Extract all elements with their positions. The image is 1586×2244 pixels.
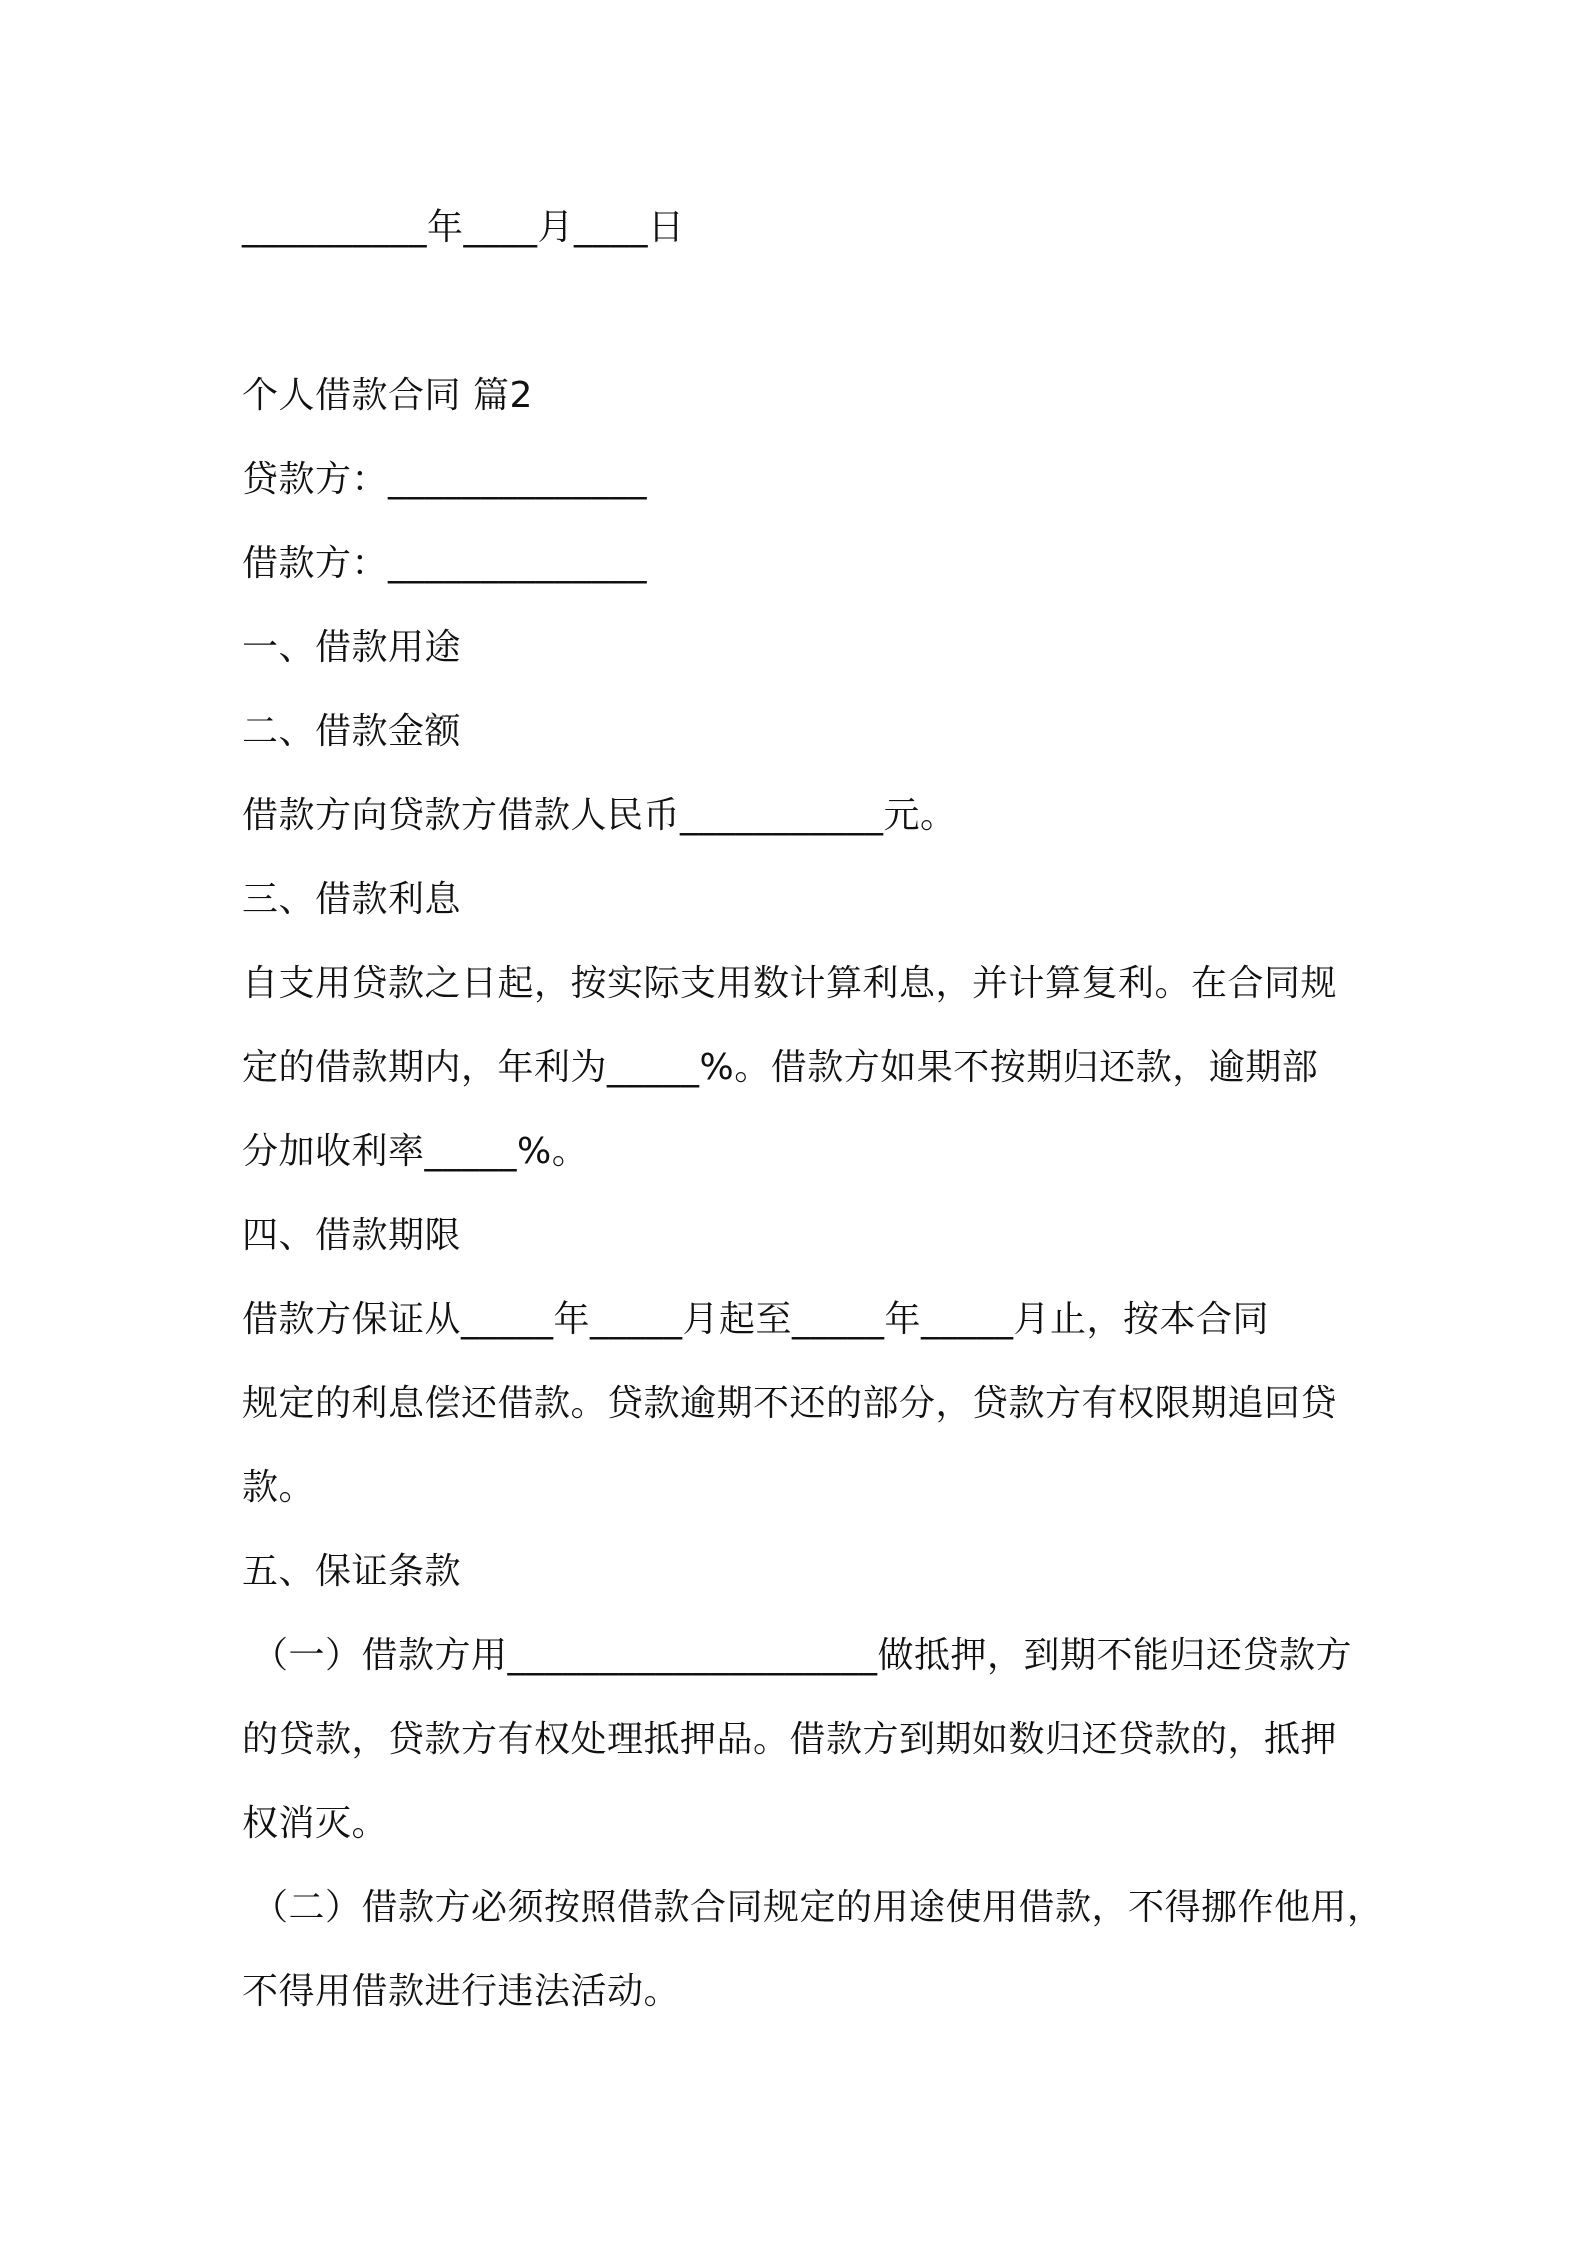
guarantee-item2-line: （二）借款方必须按照借款合同规定的用途使用借款，不得挪作他用， (252, 1887, 1384, 1928)
section-heading-term: 四、借款期限 (242, 1215, 462, 1256)
guarantee-item1-line: （一）借款方用____________________做抵押，到期不能归还贷款方 (252, 1635, 1353, 1676)
interest-body-line: 自支用贷款之日起，按实际支用数计算利息，并计算复利。在合同规 (242, 963, 1338, 1004)
date-line: __________年____月____日 (242, 207, 685, 248)
term-body-line: 款。 (242, 1467, 316, 1508)
guarantee-item1-line: 的贷款，贷款方有权处理抵押品。借款方到期如数归还贷款的，抵押 (242, 1719, 1338, 1760)
section-heading-purpose: 一、借款用途 (242, 627, 462, 668)
term-body-line: 规定的利息偿还借款。贷款逾期不还的部分，贷款方有权限期追回贷 (242, 1383, 1338, 1424)
term-body-line: 借款方保证从_____年_____月起至_____年_____月止，按本合同 (242, 1299, 1270, 1340)
borrower-line: 借款方：______________ (242, 543, 648, 584)
interest-body-line: 定的借款期内，年利为_____%。借款方如果不按期归还款，逾期部 (242, 1047, 1319, 1088)
amount-body: 借款方向贷款方借款人民币___________元。 (242, 795, 957, 836)
guarantee-item1-line: 权消灭。 (242, 1803, 389, 1844)
guarantee-item2-line: 不得用借款进行违法活动。 (242, 1971, 681, 2012)
contract-title: 个人借款合同 篇2 (242, 375, 533, 416)
lender-line: 贷款方：______________ (242, 459, 648, 500)
section-heading-amount: 二、借款金额 (242, 711, 462, 752)
section-heading-guarantee: 五、保证条款 (242, 1551, 462, 1592)
interest-body-line: 分加收利率_____%。 (242, 1131, 589, 1172)
section-heading-interest: 三、借款利息 (242, 879, 462, 920)
